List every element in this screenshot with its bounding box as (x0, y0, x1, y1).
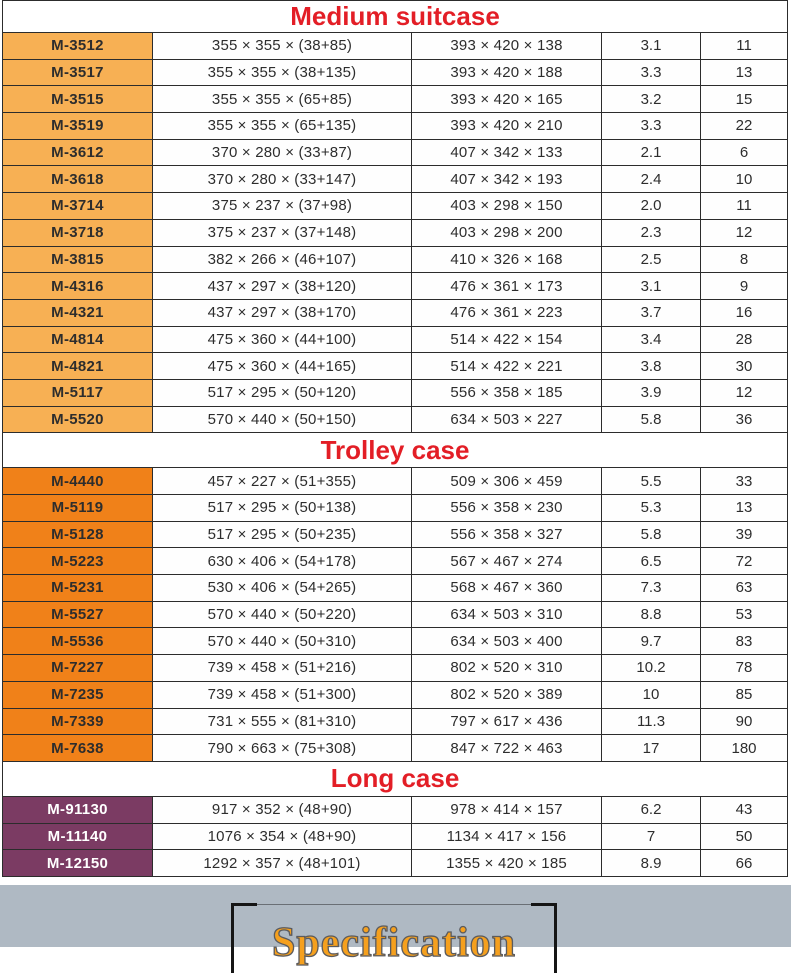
table-row (3, 86, 788, 113)
table-row (3, 823, 788, 850)
table-row (3, 33, 788, 60)
qty-cell: 10 (701, 166, 788, 193)
section-title-long: Long case (3, 761, 788, 796)
dim-inner-cell: 475 × 360 × (44+100) (153, 326, 412, 353)
dim-inner-cell: 355 × 355 × (65+85) (153, 86, 412, 113)
model-cell: M-12150 (3, 850, 153, 877)
dim-outer-cell: 1355 × 420 × 185 (412, 850, 602, 877)
table-row (3, 139, 788, 166)
dim-outer-cell: 556 × 358 × 327 (412, 521, 602, 548)
weight-cell: 3.1 (602, 33, 701, 60)
weight-cell: 2.4 (602, 166, 701, 193)
qty-cell: 66 (701, 850, 788, 877)
weight-cell: 5.8 (602, 406, 701, 433)
dim-outer-cell: 634 × 503 × 227 (412, 406, 602, 433)
model-cell: M-5128 (3, 521, 153, 548)
weight-cell: 8.8 (602, 601, 701, 628)
table-row (3, 166, 788, 193)
dim-outer-cell: 410 × 326 × 168 (412, 246, 602, 273)
dim-inner-cell: 739 × 458 × (51+216) (153, 655, 412, 682)
dim-inner-cell: 517 × 295 × (50+235) (153, 521, 412, 548)
dim-inner-cell: 1076 × 354 × (48+90) (153, 823, 412, 850)
dim-inner-cell: 517 × 295 × (50+120) (153, 379, 412, 406)
section-title-trolley: Trolley case (3, 433, 788, 468)
weight-cell: 8.9 (602, 850, 701, 877)
table-row (3, 655, 788, 682)
section-title-medium: Medium suitcase (3, 1, 788, 33)
dim-outer-cell: 393 × 420 × 165 (412, 86, 602, 113)
table-row (3, 735, 788, 762)
table-row (3, 59, 788, 86)
weight-cell: 10.2 (602, 655, 701, 682)
weight-cell: 5.5 (602, 468, 701, 495)
dim-inner-cell: 630 × 406 × (54+178) (153, 548, 412, 575)
dim-inner-cell: 917 × 352 × (48+90) (153, 796, 412, 823)
qty-cell: 30 (701, 353, 788, 380)
model-cell: M-5527 (3, 601, 153, 628)
model-cell: M-3515 (3, 86, 153, 113)
dim-outer-cell: 514 × 422 × 221 (412, 353, 602, 380)
weight-cell: 2.0 (602, 193, 701, 220)
dim-outer-cell: 556 × 358 × 185 (412, 379, 602, 406)
qty-cell: 9 (701, 273, 788, 300)
dim-inner-cell: 457 × 227 × (51+355) (153, 468, 412, 495)
qty-cell: 11 (701, 33, 788, 60)
qty-cell: 90 (701, 708, 788, 735)
model-cell: M-3618 (3, 166, 153, 193)
weight-cell: 9.7 (602, 628, 701, 655)
footer-panel (0, 885, 791, 966)
table-row (3, 113, 788, 140)
qty-cell: 6 (701, 139, 788, 166)
model-cell: M-5536 (3, 628, 153, 655)
table-row (3, 273, 788, 300)
model-cell: M-7235 (3, 681, 153, 708)
dim-outer-cell: 797 × 617 × 436 (412, 708, 602, 735)
model-cell: M-5119 (3, 495, 153, 522)
table-row (3, 708, 788, 735)
qty-cell: 43 (701, 796, 788, 823)
table-row (3, 326, 788, 353)
dim-inner-cell: 437 × 297 × (38+120) (153, 273, 412, 300)
table-row (3, 246, 788, 273)
dim-inner-cell: 517 × 295 × (50+138) (153, 495, 412, 522)
dim-outer-cell: 802 × 520 × 310 (412, 655, 602, 682)
weight-cell: 6.5 (602, 548, 701, 575)
weight-cell: 7 (602, 823, 701, 850)
model-cell: M-3612 (3, 139, 153, 166)
dim-outer-cell: 567 × 467 × 274 (412, 548, 602, 575)
model-cell: M-3718 (3, 219, 153, 246)
dim-inner-cell: 570 × 440 × (50+150) (153, 406, 412, 433)
qty-cell: 36 (701, 406, 788, 433)
model-cell: M-4821 (3, 353, 153, 380)
table-row (3, 548, 788, 575)
dim-outer-cell: 476 × 361 × 223 (412, 299, 602, 326)
qty-cell: 16 (701, 299, 788, 326)
model-cell: M-7227 (3, 655, 153, 682)
table-row (3, 850, 788, 877)
dim-outer-cell: 634 × 503 × 400 (412, 628, 602, 655)
qty-cell: 78 (701, 655, 788, 682)
dim-outer-cell: 393 × 420 × 138 (412, 33, 602, 60)
dim-inner-cell: 475 × 360 × (44+165) (153, 353, 412, 380)
weight-cell: 3.2 (602, 86, 701, 113)
dim-inner-cell: 382 × 266 × (46+107) (153, 246, 412, 273)
weight-cell: 7.3 (602, 575, 701, 602)
specification-box (231, 903, 557, 973)
table-body (3, 1, 788, 877)
dim-outer-cell: 847 × 722 × 463 (412, 735, 602, 762)
weight-cell: 2.5 (602, 246, 701, 273)
dim-inner-cell: 790 × 663 × (75+308) (153, 735, 412, 762)
table-row (3, 601, 788, 628)
model-cell: M-3714 (3, 193, 153, 220)
dim-outer-cell: 1134 × 417 × 156 (412, 823, 602, 850)
model-cell: M-7638 (3, 735, 153, 762)
dim-outer-cell: 509 × 306 × 459 (412, 468, 602, 495)
model-cell: M-5223 (3, 548, 153, 575)
model-cell: M-11140 (3, 823, 153, 850)
dim-inner-cell: 375 × 237 × (37+148) (153, 219, 412, 246)
section-header-row-medium (3, 1, 788, 33)
qty-cell: 33 (701, 468, 788, 495)
qty-cell: 72 (701, 548, 788, 575)
model-cell: M-4440 (3, 468, 153, 495)
dim-outer-cell: 403 × 298 × 200 (412, 219, 602, 246)
weight-cell: 2.1 (602, 139, 701, 166)
table-row (3, 521, 788, 548)
dim-outer-cell: 634 × 503 × 310 (412, 601, 602, 628)
qty-cell: 12 (701, 219, 788, 246)
qty-cell: 11 (701, 193, 788, 220)
weight-cell: 3.3 (602, 113, 701, 140)
model-cell: M-5231 (3, 575, 153, 602)
table-row (3, 379, 788, 406)
qty-cell: 15 (701, 86, 788, 113)
dim-outer-cell: 393 × 420 × 210 (412, 113, 602, 140)
dim-outer-cell: 476 × 361 × 173 (412, 273, 602, 300)
dim-inner-cell: 355 × 355 × (38+85) (153, 33, 412, 60)
weight-cell: 6.2 (602, 796, 701, 823)
table-row (3, 495, 788, 522)
model-cell: M-7339 (3, 708, 153, 735)
table-row (3, 353, 788, 380)
dim-inner-cell: 1292 × 357 × (48+101) (153, 850, 412, 877)
dim-outer-cell: 407 × 342 × 193 (412, 166, 602, 193)
dim-inner-cell: 739 × 458 × (51+300) (153, 681, 412, 708)
weight-cell: 3.8 (602, 353, 701, 380)
model-cell: M-4316 (3, 273, 153, 300)
qty-cell: 85 (701, 681, 788, 708)
dim-outer-cell: 568 × 467 × 360 (412, 575, 602, 602)
section-header-row-trolley (3, 433, 788, 468)
qty-cell: 53 (701, 601, 788, 628)
suitcase-spec-table (2, 0, 788, 877)
dim-inner-cell: 375 × 237 × (37+98) (153, 193, 412, 220)
model-cell: M-3815 (3, 246, 153, 273)
table-row (3, 219, 788, 246)
dim-inner-cell: 355 × 355 × (38+135) (153, 59, 412, 86)
table-row (3, 406, 788, 433)
dim-inner-cell: 731 × 555 × (81+310) (153, 708, 412, 735)
model-cell: M-3512 (3, 33, 153, 60)
model-cell: M-3519 (3, 113, 153, 140)
weight-cell: 3.4 (602, 326, 701, 353)
dim-inner-cell: 355 × 355 × (65+135) (153, 113, 412, 140)
weight-cell: 17 (602, 735, 701, 762)
section-header-row-long (3, 761, 788, 796)
box-top-line (234, 904, 554, 905)
table-row (3, 628, 788, 655)
dim-outer-cell: 403 × 298 × 150 (412, 193, 602, 220)
weight-cell: 3.1 (602, 273, 701, 300)
weight-cell: 11.3 (602, 708, 701, 735)
table-row (3, 681, 788, 708)
dim-outer-cell: 514 × 422 × 154 (412, 326, 602, 353)
model-cell: M-4321 (3, 299, 153, 326)
table-row (3, 575, 788, 602)
qty-cell: 180 (701, 735, 788, 762)
qty-cell: 22 (701, 113, 788, 140)
table-row (3, 796, 788, 823)
dim-inner-cell: 370 × 280 × (33+147) (153, 166, 412, 193)
qty-cell: 28 (701, 326, 788, 353)
model-cell: M-4814 (3, 326, 153, 353)
table-row (3, 468, 788, 495)
model-cell: M-3517 (3, 59, 153, 86)
weight-cell: 5.3 (602, 495, 701, 522)
qty-cell: 50 (701, 823, 788, 850)
dim-outer-cell: 802 × 520 × 389 (412, 681, 602, 708)
qty-cell: 83 (701, 628, 788, 655)
qty-cell: 12 (701, 379, 788, 406)
qty-cell: 8 (701, 246, 788, 273)
dim-inner-cell: 530 × 406 × (54+265) (153, 575, 412, 602)
dim-inner-cell: 437 × 297 × (38+170) (153, 299, 412, 326)
model-cell: M-91130 (3, 796, 153, 823)
model-cell: M-5520 (3, 406, 153, 433)
weight-cell: 3.9 (602, 379, 701, 406)
dim-inner-cell: 570 × 440 × (50+220) (153, 601, 412, 628)
weight-cell: 3.7 (602, 299, 701, 326)
weight-cell: 3.3 (602, 59, 701, 86)
dim-outer-cell: 978 × 414 × 157 (412, 796, 602, 823)
weight-cell: 5.8 (602, 521, 701, 548)
table-row (3, 299, 788, 326)
dim-outer-cell: 556 × 358 × 230 (412, 495, 602, 522)
dim-inner-cell: 570 × 440 × (50+310) (153, 628, 412, 655)
qty-cell: 13 (701, 59, 788, 86)
weight-cell: 10 (602, 681, 701, 708)
qty-cell: 13 (701, 495, 788, 522)
weight-cell: 2.3 (602, 219, 701, 246)
qty-cell: 63 (701, 575, 788, 602)
model-cell: M-5117 (3, 379, 153, 406)
dim-outer-cell: 407 × 342 × 133 (412, 139, 602, 166)
dim-inner-cell: 370 × 280 × (33+87) (153, 139, 412, 166)
table-row (3, 193, 788, 220)
specification-title: Specification (272, 920, 516, 966)
qty-cell: 39 (701, 521, 788, 548)
dim-outer-cell: 393 × 420 × 188 (412, 59, 602, 86)
